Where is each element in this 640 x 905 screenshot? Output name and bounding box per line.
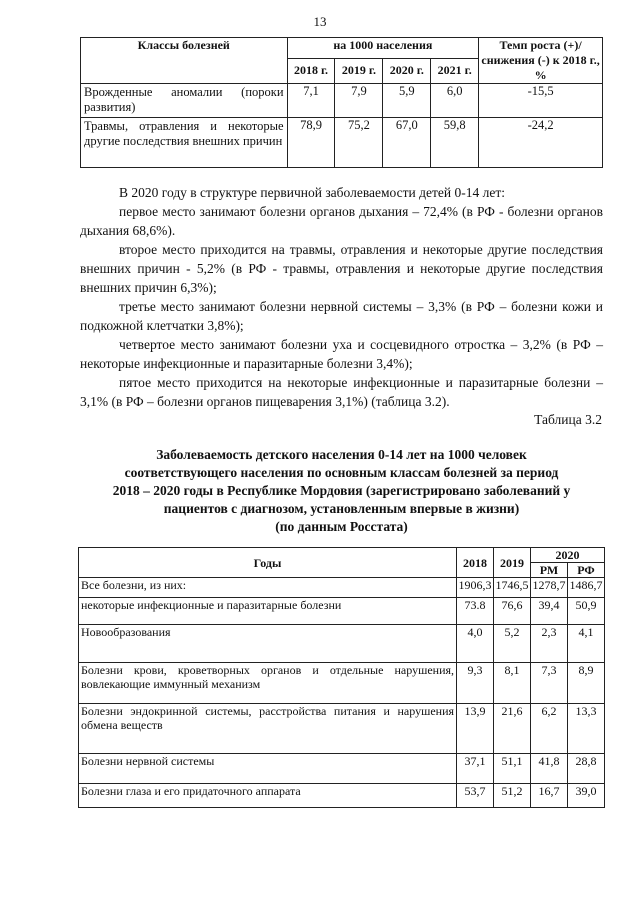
header-rm: РМ <box>531 563 568 578</box>
cell-2019: 1746,5 <box>494 578 531 598</box>
table-row <box>79 663 605 704</box>
cell-2018: 13,9 <box>457 704 494 754</box>
cell-2018: 53,7 <box>457 784 494 808</box>
row-label: Новообразования <box>79 625 457 663</box>
cell-2018: 7,1 <box>287 84 335 118</box>
page-number: 13 <box>313 14 327 29</box>
cell-2021: 59,8 <box>431 118 479 168</box>
cell-rf: 13,3 <box>567 704 604 754</box>
cell-2018: 78,9 <box>287 118 335 168</box>
cell-rm: 16,7 <box>531 784 568 808</box>
cell-2019: 51,1 <box>494 754 531 784</box>
cell-rate: -24,2 <box>479 118 603 168</box>
header-per-1000: на 1000 населения <box>287 38 479 59</box>
row-label: Болезни эндокринной системы, расстройства питания и нарушения обмена веществ <box>79 704 457 754</box>
row-label: Болезни глаза и его придаточного аппарата <box>79 784 457 808</box>
header-disease-classes: Классы болезней <box>81 38 288 84</box>
header-growth-rate: Темп роста (+)/снижения (-) к 2018 г., % <box>479 38 603 84</box>
cell-2018: 37,1 <box>457 754 494 784</box>
cell-rf: 39,0 <box>567 784 604 808</box>
table-title-line: соответствующего населения по основным классам болезней за период <box>124 465 559 480</box>
row-label: Травмы, отравления и некоторые другие последствия внешних причин <box>81 118 288 168</box>
cell-2018: 73.8 <box>457 598 494 625</box>
table-title-line: 2018 – 2020 годы в Республике Мордовия (зарегистрировано заболеваний у <box>112 483 571 498</box>
cell-2021: 6,0 <box>431 84 479 118</box>
row-label: некоторые инфекционные и паразитарные болезни <box>79 598 457 625</box>
cell-2019: 7,9 <box>335 84 383 118</box>
cell-2019: 76,6 <box>494 598 531 625</box>
row-label: Болезни нервной системы <box>79 754 457 784</box>
cell-2019: 21,6 <box>494 704 531 754</box>
cell-2020: 5,9 <box>383 84 431 118</box>
table-title-line: Заболеваемость детского населения 0-14 лет на 1000 человек <box>156 447 527 462</box>
morbidity-table <box>78 547 605 808</box>
header-2020: 2020 <box>531 548 605 563</box>
cell-2018: 9,3 <box>457 663 494 704</box>
row-label: Врожденные аномалии (пороки развития) <box>81 84 288 118</box>
cell-rm: 1278,7 <box>531 578 568 598</box>
cell-rate: -15,5 <box>479 84 603 118</box>
paragraph: третье место занимают болезни нервной системы – 3,3% (в РФ – болезни кожи и подкожной клетчатки 3,8%); <box>80 299 603 333</box>
cell-rm: 7,3 <box>531 663 568 704</box>
header-year: 2018 г. <box>287 58 335 83</box>
cell-2019: 8,1 <box>494 663 531 704</box>
table-title-line: (по данным Росстата) <box>275 519 408 534</box>
header-year: 2019 г. <box>335 58 383 83</box>
row-label: Все болезни, из них: <box>79 578 457 598</box>
table-row <box>81 118 603 168</box>
cell-2018: 1906,3 <box>457 578 494 598</box>
cell-rf: 50,9 <box>567 598 604 625</box>
header-years: Годы <box>79 548 457 578</box>
growth-rate-table <box>80 37 603 168</box>
cell-rf: 8,9 <box>567 663 604 704</box>
cell-2019: 75,2 <box>335 118 383 168</box>
header-2018: 2018 <box>457 548 494 578</box>
paragraph: четвертое место занимают болезни уха и сосцевидного отростка – 3,2% (в РФ – некоторые инфекционные и паразитарные болезни 3,4%); <box>80 337 603 371</box>
paragraph: первое место занимают болезни органов дыхания – 72,4% (в РФ - болезни органов дыхания 68,6%). <box>80 204 603 238</box>
cell-rf: 4,1 <box>567 625 604 663</box>
table-label: Таблица 3.2 <box>534 412 602 427</box>
paragraph: В 2020 году в структуре первичной заболеваемости детей 0-14 лет: <box>119 185 505 200</box>
cell-rm: 6,2 <box>531 704 568 754</box>
table-row <box>79 704 605 754</box>
cell-2020: 67,0 <box>383 118 431 168</box>
cell-rm: 39,4 <box>531 598 568 625</box>
table-row <box>79 754 605 784</box>
cell-rm: 41,8 <box>531 754 568 784</box>
cell-rm: 2,3 <box>531 625 568 663</box>
cell-rf: 28,8 <box>567 754 604 784</box>
table-title <box>80 446 603 536</box>
header-rf: РФ <box>567 563 604 578</box>
cell-2019: 51,2 <box>494 784 531 808</box>
header-year: 2020 г. <box>383 58 431 83</box>
table-title-line: пациентов с диагнозом, установленным впервые в жизни) <box>163 501 520 516</box>
paragraph: второе место приходится на травмы, отравления и некоторые другие последствия внешних причин - 5,2% (в РФ - травмы, отравления и некоторые другие последствия внешних причин 6,3%); <box>80 242 603 295</box>
table-row <box>79 784 605 808</box>
cell-2019: 5,2 <box>494 625 531 663</box>
header-2019: 2019 <box>494 548 531 578</box>
paragraph: пятое место приходится на некоторые инфекционные и паразитарные болезни – 3,1% (в РФ – болезни органов пищеварения 3,1%) (таблица 3.2). <box>80 375 603 409</box>
table-row <box>81 84 603 118</box>
body-text <box>80 183 603 411</box>
row-label: Болезни крови, кроветворных органов и отдельные нарушения, вовлекающие иммунный механизм <box>79 663 457 704</box>
header-year: 2021 г. <box>431 58 479 83</box>
table-row <box>79 625 605 663</box>
table-row <box>79 578 605 598</box>
table-row <box>79 598 605 625</box>
cell-2018: 4,0 <box>457 625 494 663</box>
cell-rf: 1486,7 <box>567 578 604 598</box>
